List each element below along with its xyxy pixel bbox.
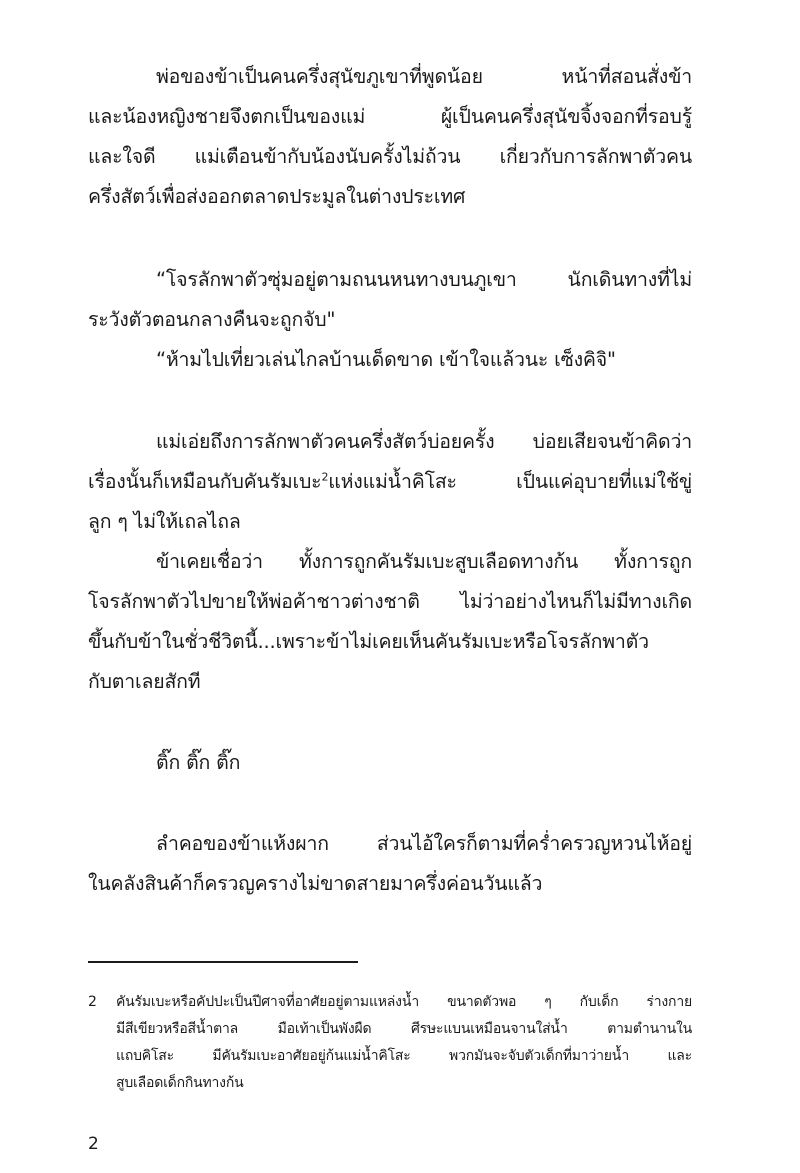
dialogue-2: “ห้ามไปเที่ยวเล่นไกลบ้านเด็ดขาด เข้าใจแล้วนะ เซ็งคิจิ"	[156, 348, 616, 371]
footnote-line-3: แถบคิโสะ มีคันรัมเบะอาศัยอยู่ก้นแม่น้ำคิโสะ พวกมันจะจับตัวเด็กที่มาว่ายน้ำ และ	[116, 1048, 692, 1064]
paragraph-5-line-1: ข้าเคยเชื่อว่า ทั้งการถูกคันรัมเบะสูบเลือดทางก้น ทั้งการถูก	[156, 550, 692, 573]
page-number: 2	[88, 1134, 99, 1154]
paragraph-1-line-1: พ่อของข้าเป็นคนครึ่งสุนัขภูเขาที่พูดน้อย หน้าที่สอนสั่งข้า	[156, 65, 692, 88]
paragraph-5-line-2: โจรลักพาตัวไปขายให้พ่อค้าชาวต่างชาติ ไม่ว่าอย่างไหนก็ไม่มีทางเกิด	[88, 590, 692, 613]
paragraph-7-line-2: ในคลังสินค้าก็ครวญครางไม่ขาดสายมาครึ่งค่อนวันแล้ว	[88, 872, 543, 895]
dialogue-1-line-1: “โจรลักพาตัวซุ่มอยู่ตามถนนหนทางบนภูเขา นักเดินทางที่ไม่	[156, 268, 692, 291]
paragraph-4-line-3: ลูก ๆ ไม่ให้เถลไถล	[88, 510, 241, 533]
paragraph-1-line-4: ครึ่งสัตว์เพื่อส่งออกตลาดประมูลในต่างประเทศ	[88, 185, 466, 208]
footnote-line-1: คันรัมเบะหรือคัปปะเป็นปีศาจที่อาศัยอยู่ตามแหล่งน้ำ ขนาดตัวพอ ๆ กับเด็ก ร่างกาย	[116, 994, 692, 1010]
paragraph-1-line-2: และน้องหญิงชายจึงตกเป็นของแม่ ผู้เป็นคนครึ่งสุนัขจิ้งจอกที่รอบรู้	[88, 105, 692, 128]
paragraph-5-line-4: กับตาเลยสักที	[88, 670, 201, 693]
paragraph-4-line-2-text-after: แห่งแม่น้ำคิโสะ เป็นแค่อุบายที่แม่ใช้ขู่	[328, 470, 692, 493]
paragraph-1-line-3: และใจดี แม่เตือนข้ากับน้องนับครั้งไม่ถ้วน เกี่ยวกับการลักพาตัวคน	[88, 145, 692, 168]
footnote-separator	[88, 961, 358, 963]
paragraph-4-line-1: แม่เอ่ยถึงการลักพาตัวคนครึ่งสัตว์บ่อยครั้ง บ่อยเสียจนข้าคิดว่า	[156, 430, 692, 453]
footnote-line-2: มีสีเขียวหรือสีน้ำตาล มือเท้าเป็นพังผืด ศีรษะแบนเหมือนจานใส่น้ำ ตามตำนานใน	[116, 1021, 692, 1037]
dialogue-1-line-2: ระวังตัวตอนกลางคืนจะถูกจับ"	[88, 308, 336, 331]
paragraph-5-line-3: ขึ้นกับข้าในชั่วชีวิตนี้...เพราะข้าไม่เคยเห็นคันรัมเบะหรือโจรลักพาตัว	[88, 630, 649, 653]
paragraph-7-line-1: ลำคอของข้าแห้งผาก ส่วนไอ้ใครก็ตามที่คร่ำครวญหวนไห้อยู่	[156, 832, 692, 855]
footnote-reference: 2	[321, 470, 329, 484]
paragraph-4-line-2-text-before: เรื่องนั้นก็เหมือนกับคันรัมเบะ	[88, 470, 322, 493]
paragraph-4-line-2	[88, 468, 692, 496]
sound-effect: ติ๊ก ติ๊ก ติ๊ก	[156, 751, 241, 774]
footnote-number: 2	[88, 994, 97, 1010]
footnote-line-4: สูบเลือดเด็กกินทางก้น	[116, 1075, 244, 1091]
